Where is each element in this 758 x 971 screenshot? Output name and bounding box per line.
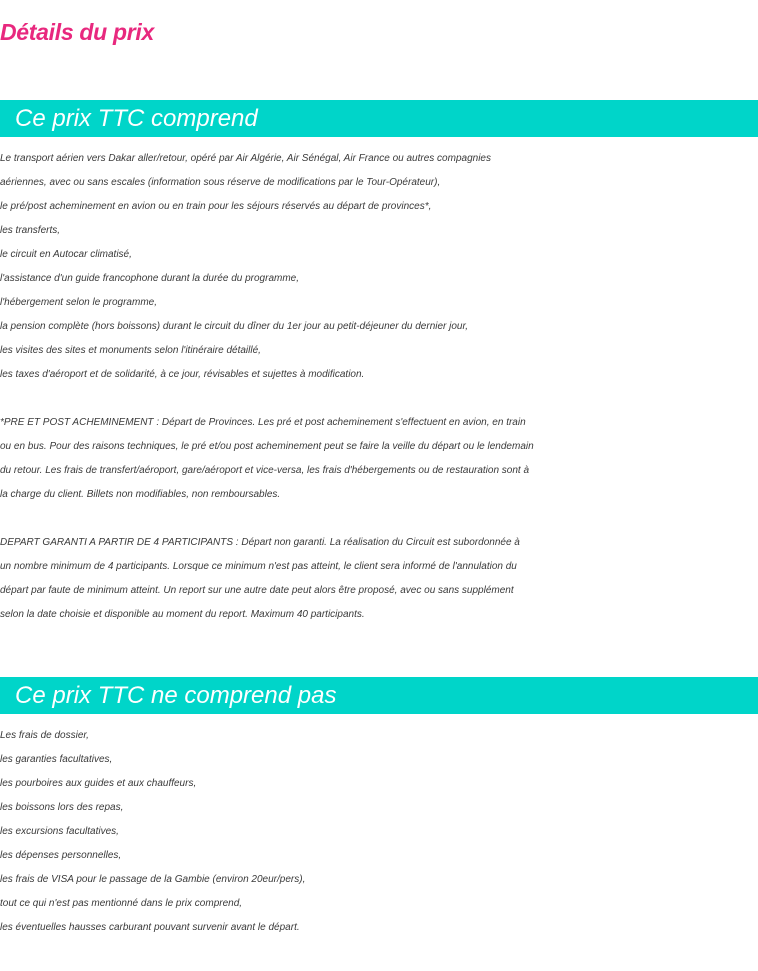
list-item: tout ce qui n'est pas mentionné dans le prix comprend, <box>0 898 243 909</box>
note-line: ou en bus. Pour des raisons techniques, le pré et/ou post acheminement peut se faire la veille du départ ou le lendemain <box>0 441 534 452</box>
includes-list <box>0 147 758 387</box>
page-title: Détails du prix <box>0 19 154 45</box>
excludes-heading: Ce prix TTC ne comprend pas <box>15 682 337 709</box>
list-item: Le transport aérien vers Dakar aller/retour, opéré par Air Algérie, Air Sénégal, Air France ou autres compagnies <box>0 153 491 164</box>
list-item: les frais de VISA pour le passage de la Gambie (environ 20eur/pers), <box>0 874 306 885</box>
list-item: les transferts, <box>0 225 61 236</box>
excludes-section-header <box>0 677 758 714</box>
acheminement-note <box>0 411 758 507</box>
list-item: les garanties facultatives, <box>0 754 113 765</box>
note-line: du retour. Les frais de transfert/aéroport, gare/aéroport et vice-versa, les frais d'hébergements ou de restauration sont à <box>0 465 530 476</box>
list-item: les taxes d'aéroport et de solidarité, à ce jour, révisables et sujettes à modification. <box>0 369 365 380</box>
list-item: aériennes, avec ou sans escales (information sous réserve de modifications par le Tour-Opérateur), <box>0 177 441 188</box>
list-item: les éventuelles hausses carburant pouvant survenir avant le départ. <box>0 922 300 933</box>
list-item: les visites des sites et monuments selon l'itinéraire détaillé, <box>0 345 261 356</box>
list-item: les pourboires aux guides et aux chauffeurs, <box>0 778 197 789</box>
note-line: la charge du client. Billets non modifiables, non remboursables. <box>0 489 281 500</box>
list-item: le circuit en Autocar climatisé, <box>0 249 132 260</box>
note-line: un nombre minimum de 4 participants. Lorsque ce minimum n'est pas atteint, le client sera informé de l'annulation du <box>0 561 517 572</box>
list-item: le pré/post acheminement en avion ou en train pour les séjours réservés au départ de provinces*, <box>0 201 432 212</box>
list-item: l'assistance d'un guide francophone durant la durée du programme, <box>0 273 300 284</box>
note-line: *PRE ET POST ACHEMINEMENT : Départ de Provinces. Les pré et post acheminement s'effectuent en avion, en train <box>0 417 526 428</box>
list-item: les dépenses personnelles, <box>0 850 122 861</box>
includes-heading: Ce prix TTC comprend <box>15 105 258 132</box>
list-item: les excursions facultatives, <box>0 826 119 837</box>
excludes-list <box>0 724 758 940</box>
includes-section-header <box>0 100 758 137</box>
note-line: DEPART GARANTI A PARTIR DE 4 PARTICIPANTS : Départ non garanti. La réalisation du Circuit est subordonnée à <box>0 537 520 548</box>
list-item: les boissons lors des repas, <box>0 802 124 813</box>
note-line: selon la date choisie et disponible au moment du report. Maximum 40 participants. <box>0 609 365 620</box>
list-item: la pension complète (hors boissons) durant le circuit du dîner du 1er jour au petit-déjeuner du dernier jour, <box>0 321 469 332</box>
note-line: départ par faute de minimum atteint. Un report sur une autre date peut alors être proposé, avec ou sans supplément <box>0 585 514 596</box>
list-item: l'hébergement selon le programme, <box>0 297 157 308</box>
depart-garanti-note <box>0 531 758 627</box>
list-item: Les frais de dossier, <box>0 730 89 741</box>
